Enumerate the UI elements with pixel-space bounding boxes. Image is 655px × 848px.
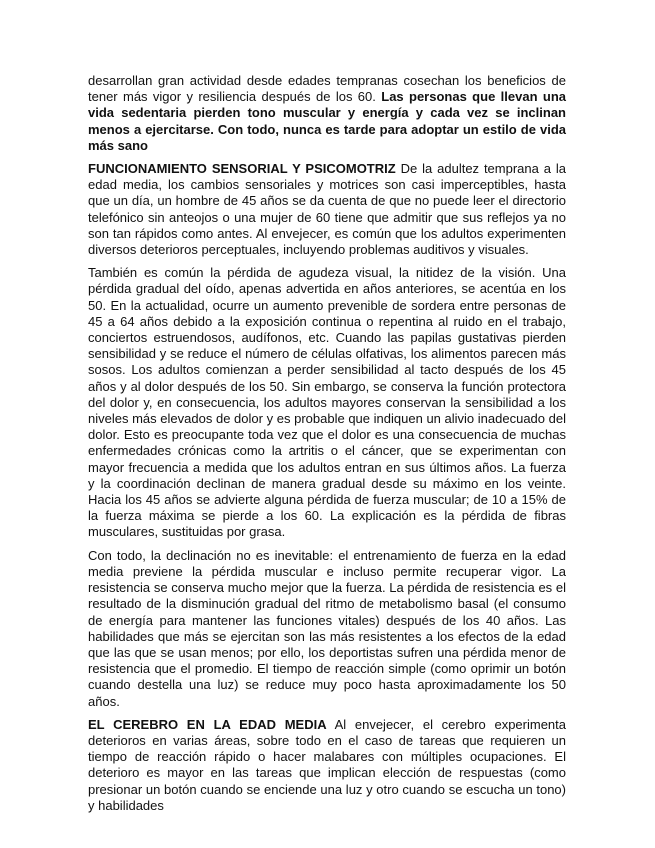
section-heading-sensorial: FUNCIONAMIENTO SENSORIAL Y PSICOMOTRIZ xyxy=(88,161,396,177)
paragraph-strength xyxy=(88,548,566,710)
paragraph-sensorial xyxy=(88,161,566,258)
paragraph-vision xyxy=(88,265,566,540)
strength-text: Con todo, la declinación no es inevitable: el entrenamiento de fuerza en la edad media previene la pérdida muscular e incluso permite recuperar vigor. La resistencia se conserva mucho mejor que la fuerza. La pérdida de resistencia es el resultado de la disminución gradual del ritmo de metabolismo basal (el consumo de energía para mantener las funciones vitales) después de los 40 años. Las habilidades que más se ejercitan son las más resistentes a los efectos de la edad que las que se usan menos; por ello, los deportistas sufren una pérdida menor de resistencia que el promedio. El tiempo de reacción simple (como oprimir un botón cuando destella una luz) se reduce muy poco hasta aproximadamente los 50 años. xyxy=(88,547,566,709)
paragraph-brain xyxy=(88,717,566,814)
intro-text: desarrollan gran actividad desde edades tempranas cosechan los beneficios de tener más vigor y resiliencia después de los 60. xyxy=(88,73,566,105)
intro-bold-text: Las personas que llevan una vida sedentaria pierden tono muscular y energía y cada vez se inclinan menos a ejercitarse. Con todo, nunca es tarde para adoptar un estilo de vida más sano xyxy=(88,89,566,153)
document-page xyxy=(88,73,566,821)
section-heading-brain: EL CEREBRO EN LA EDAD MEDIA xyxy=(88,716,327,732)
brain-text: Al envejecer, el cerebro experimenta deterioros en varias áreas, sobre todo en el caso de tareas que requieren un tiempo de reacción rápido o hacer malabares con múltiples ocupaciones. El deterioro es mayor en las tareas que implican elección de respuestas (como presionar un botón cuando se enciende una luz y otro cuando se escucha un tono) y habilidades xyxy=(88,716,566,813)
vision-text: También es común la pérdida de agudeza visual, la nitidez de la visión. Una pérdida gradual del oído, apenas advertida en años anteriores, se acentúa en los 50. En la actualidad, ocurre un aumento prevenible de sordera entre personas de 45 a 64 años debido a la exposición continua o repentina al ruido en el trabajo, conciertos estruendosos, audífonos, etc. Cuando las papilas gustativas pierden sensibilidad y se reduce el número de células olfativas, los alimentos parecen más sosos. Los adultos comienzan a perder sensibilidad al tacto después de los 45 años y al dolor después de los 50. Sin embargo, se conserva la función protectora del dolor y, en consecuencia, los adultos mayores conservan la sensibilidad a los niveles más elevados de dolor y es probable que indiquen un alivio inadecuado del dolor. Esto es preocupante toda vez que el dolor es una consecuencia de muchas enfermedades crónicas como la artritis o el cáncer, que se experimentan con mayor frecuencia a medida que los adultos entran en sus últimos años. La fuerza y la coordinación declinan de manera gradual desde su máximo en los veinte. Hacia los 45 años se advierte alguna pérdida de fuerza muscular; de 10 a 15% de la fuerza máxima se pierde a los 60. La explicación es la pérdida de fibras musculares, sustituidas por grasa. xyxy=(88,265,566,540)
paragraph-intro xyxy=(88,73,566,154)
sensorial-text: De la adultez temprana a la edad media, los cambios sensoriales y motrices son casi imperceptibles, hasta que un día, un hombre de 45 años se da cuenta de que no puede leer el directorio telefónico sin anteojos o una mujer de 60 tiene que admitir que sus reflejos ya no son tan rápidos como antes. Al envejecer, es común que los adultos experimenten diversos deterioros perceptuales, incluyendo problemas auditivos y visuales. xyxy=(88,161,566,258)
